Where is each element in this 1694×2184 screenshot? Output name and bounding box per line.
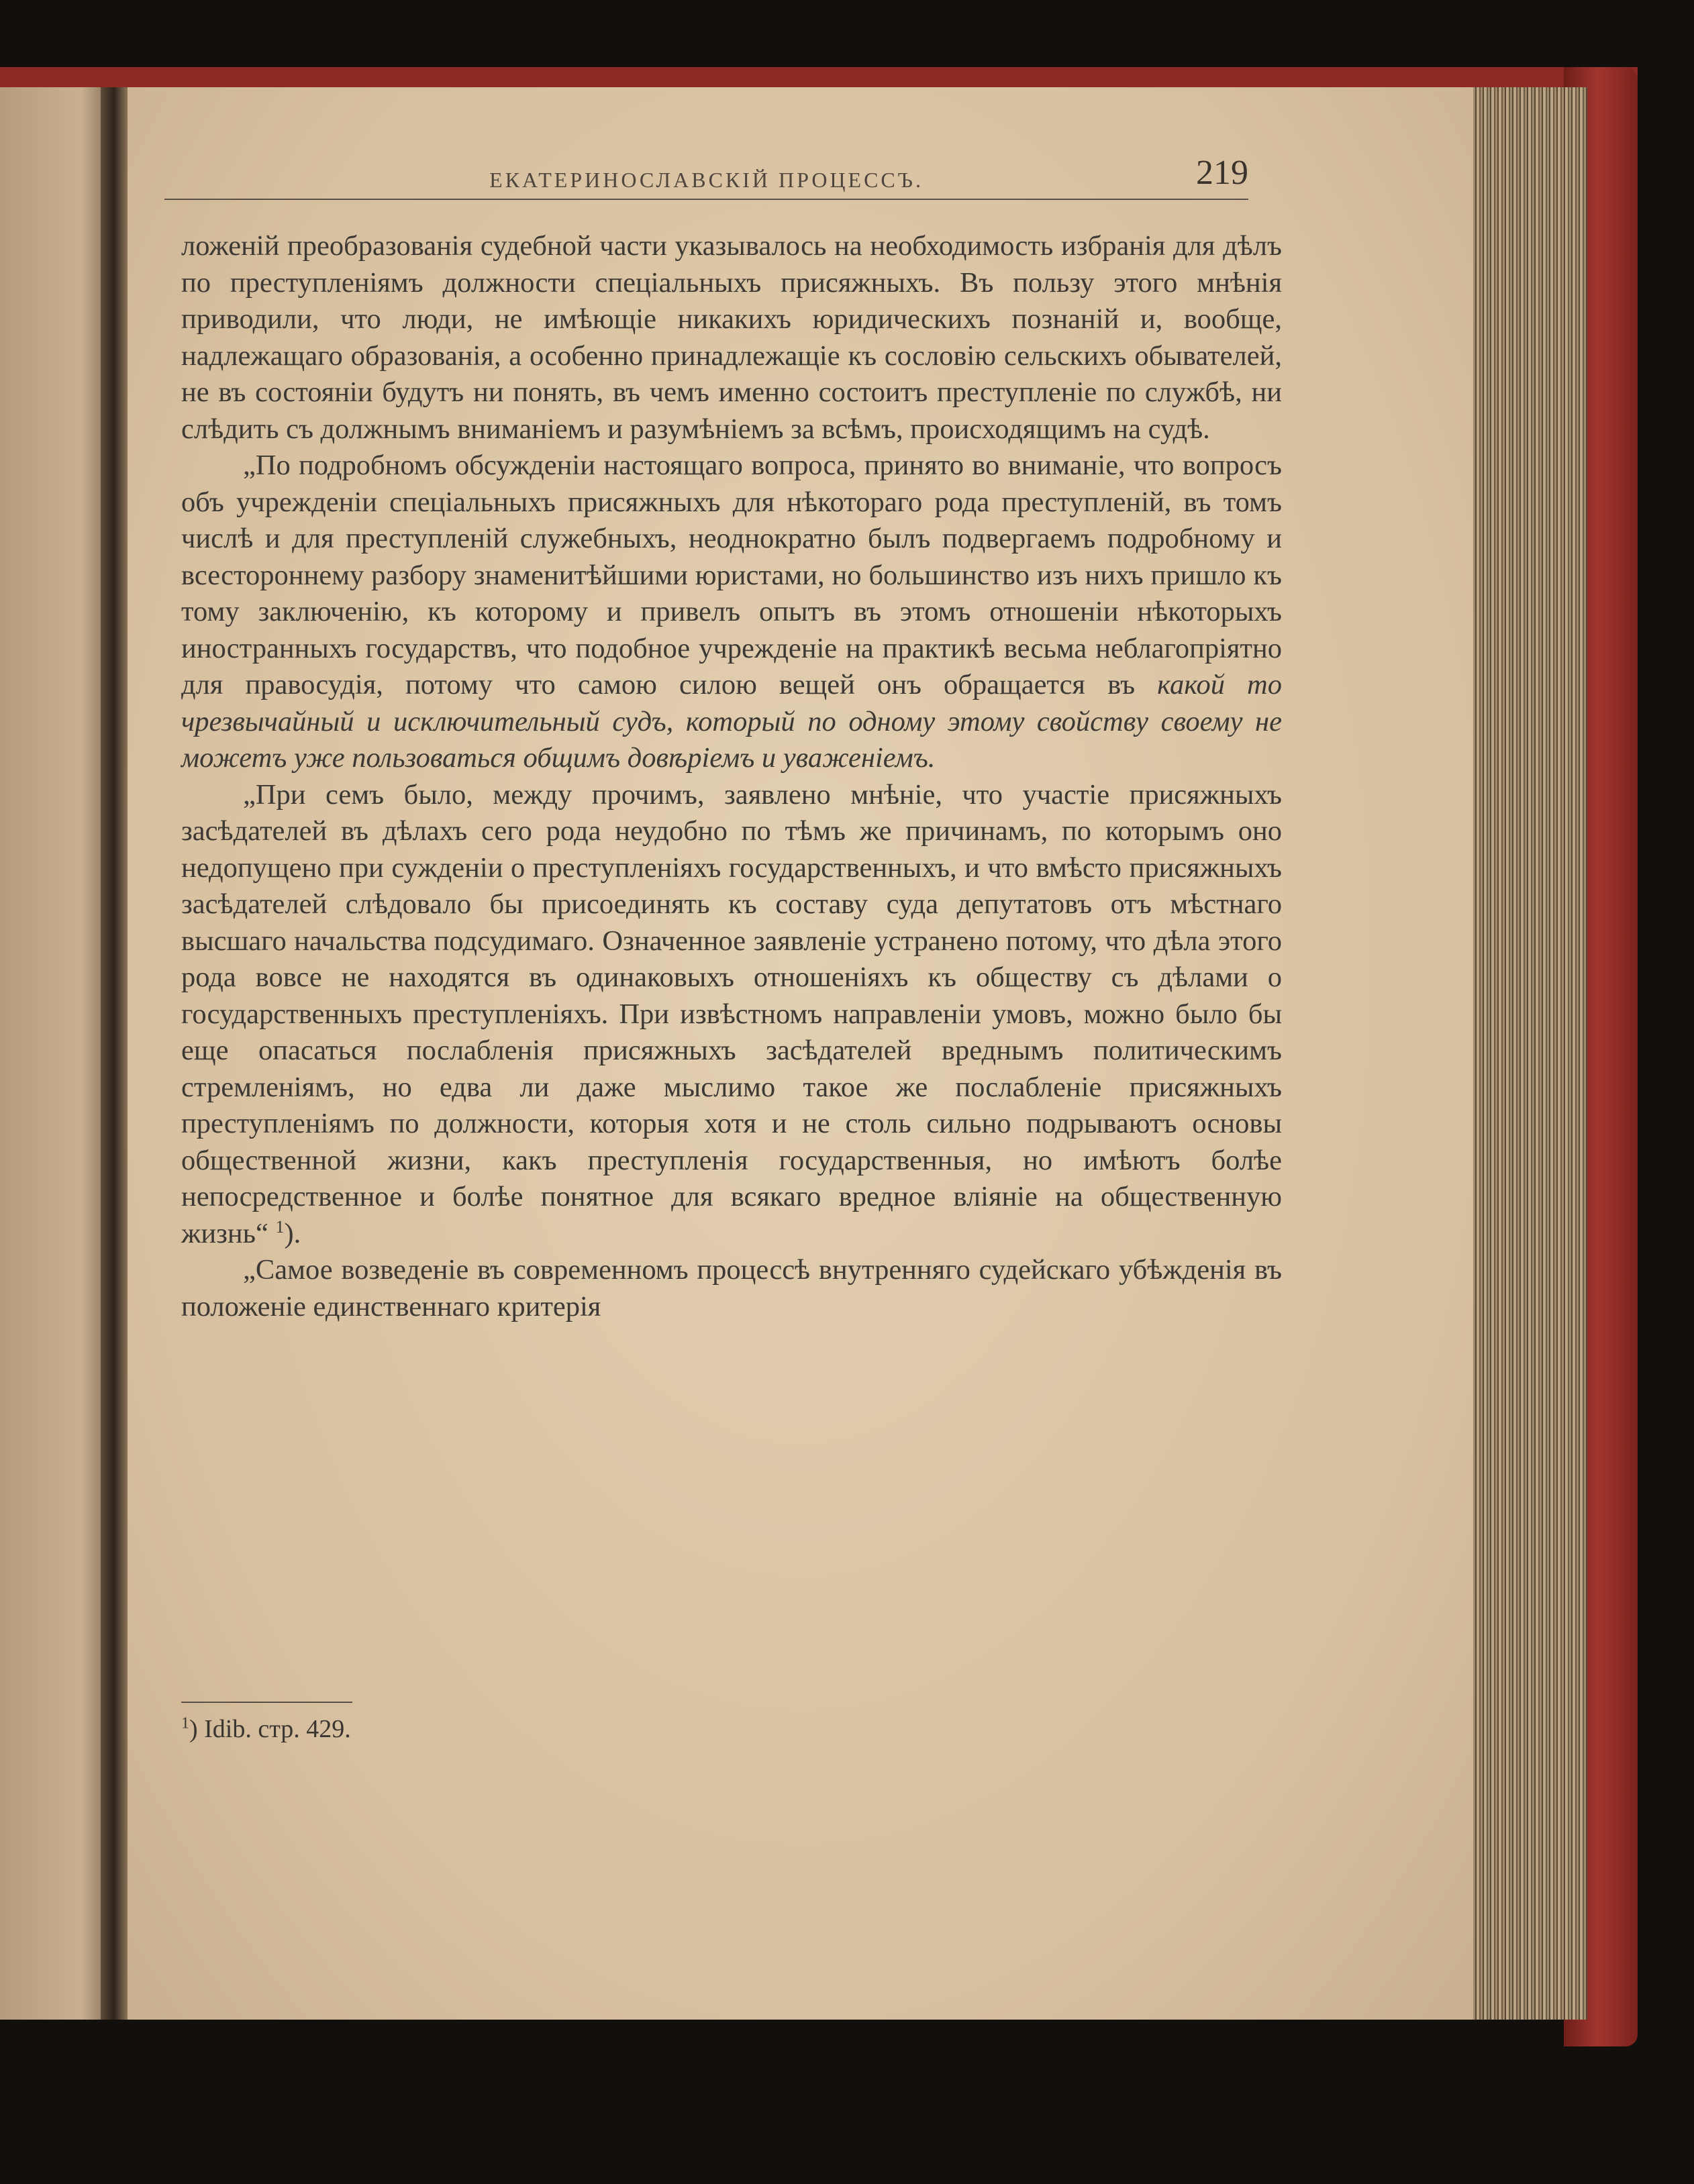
paragraph-3-tail: ). (284, 1217, 301, 1249)
footnote (181, 1714, 351, 1744)
footnote-marker: 1 (181, 1714, 189, 1732)
footnote-text: ) Idib. стр. 429. (189, 1715, 351, 1743)
book-gutter (101, 87, 128, 2020)
paragraph-2-italic: какой то чрезвычайный и исключительный судъ, который по одному этому свойству своему не можетъ уже пользоваться общимъ довѣріемъ и уваженіемъ. (181, 669, 1282, 774)
body-text (181, 228, 1282, 1325)
paragraph-3 (181, 777, 1282, 1253)
page-stack-fore-edge (1473, 87, 1587, 2020)
paragraph-3-text: „При семъ было, между прочимъ, заявлено мнѣніе, что участіе присяжныхъ засѣдателей въ дѣлахъ сего рода неудобно по тѣмъ же причинамъ, по которымъ оно недопущено при сужденіи о преступленіяхъ государственныхъ, и что вмѣсто присяжныхъ засѣдателей слѣдовало бы присоединять къ составу суда депутатовъ отъ мѣстнаго высшаго начальства подсудимаго. Означенное заявленіе устранено потому, что дѣла этого рода вовсе не находятся въ одинаковыхъ отношеніяхъ къ обществу съ дѣлами о государственныхъ преступленіяхъ. При извѣстномъ направленіи умовъ, можно было бы еще опасаться послабленія присяжныхъ засѣдателей вреднымъ политическимъ стремленіямъ, но едва ли даже мыслимо такое же послабленіе присяжныхъ преступленіямъ по должности, которыя хотя и не столь сильно подрываютъ основы общественной жизни, какъ преступленія государственныя, но имѣютъ болѣе непосредственное и болѣе понятное для всякаго вредное вліяніе на общественную жизнь“ (181, 778, 1282, 1249)
paragraph-2-text: „По подробномъ обсужденіи настоящаго вопроса, принято во вниманіе, что вопросъ объ учрежденіи спеціальныхъ присяжныхъ для нѣкотораго рода преступленій, въ томъ числѣ и для преступленій служебныхъ, неоднократно былъ подвергаемъ подробному и всестороннему разбору знаменитѣйшими юристами, но большинство изъ нихъ пришло къ тому заключенію, къ которому и привелъ опытъ въ этомъ отношеніи нѣкоторыхъ иностранныхъ государствъ, что подобное учрежденіе на практикѣ весьма неблагопріятно для правосудія, потому что самою силою вещей онъ обращается въ (181, 450, 1282, 700)
running-head-title: ЕКАТЕРИНОСЛАВСКІЙ ПРОЦЕССЪ. (489, 168, 924, 192)
left-page-edge (0, 87, 115, 2020)
paragraph-4: „Самое возведеніе въ современномъ процессѣ внутренняго судейскаго убѣжденія въ положеніе единственнаго критерія (181, 1254, 1282, 1322)
page-number: 219 (1196, 154, 1248, 192)
paragraph-1: ложеній преобразованія судебной части указывалось на необходимость избранія для дѣлъ по преступленіямъ должности спеціальныхъ присяжныхъ. Въ пользу этого мнѣнія приводили, что люди, не имѣющіе никакихъ юридическихъ познаній и, вообще, надлежащаго образованія, а особенно принадлежащіе къ сословію сельскихъ обывателей, не въ состояніи будутъ ни понять, въ чемъ именно состоитъ преступленіе по службѣ, ни слѣдить съ должнымъ вниманіемъ и разумѣніемъ за всѣмъ, происходящимъ на судѣ. (181, 230, 1282, 445)
running-head (164, 153, 1248, 200)
running-head-rule (164, 199, 1248, 200)
footnote-rule (181, 1702, 352, 1703)
footnote-reference: 1 (275, 1216, 285, 1237)
paragraph-2 (181, 448, 1282, 777)
